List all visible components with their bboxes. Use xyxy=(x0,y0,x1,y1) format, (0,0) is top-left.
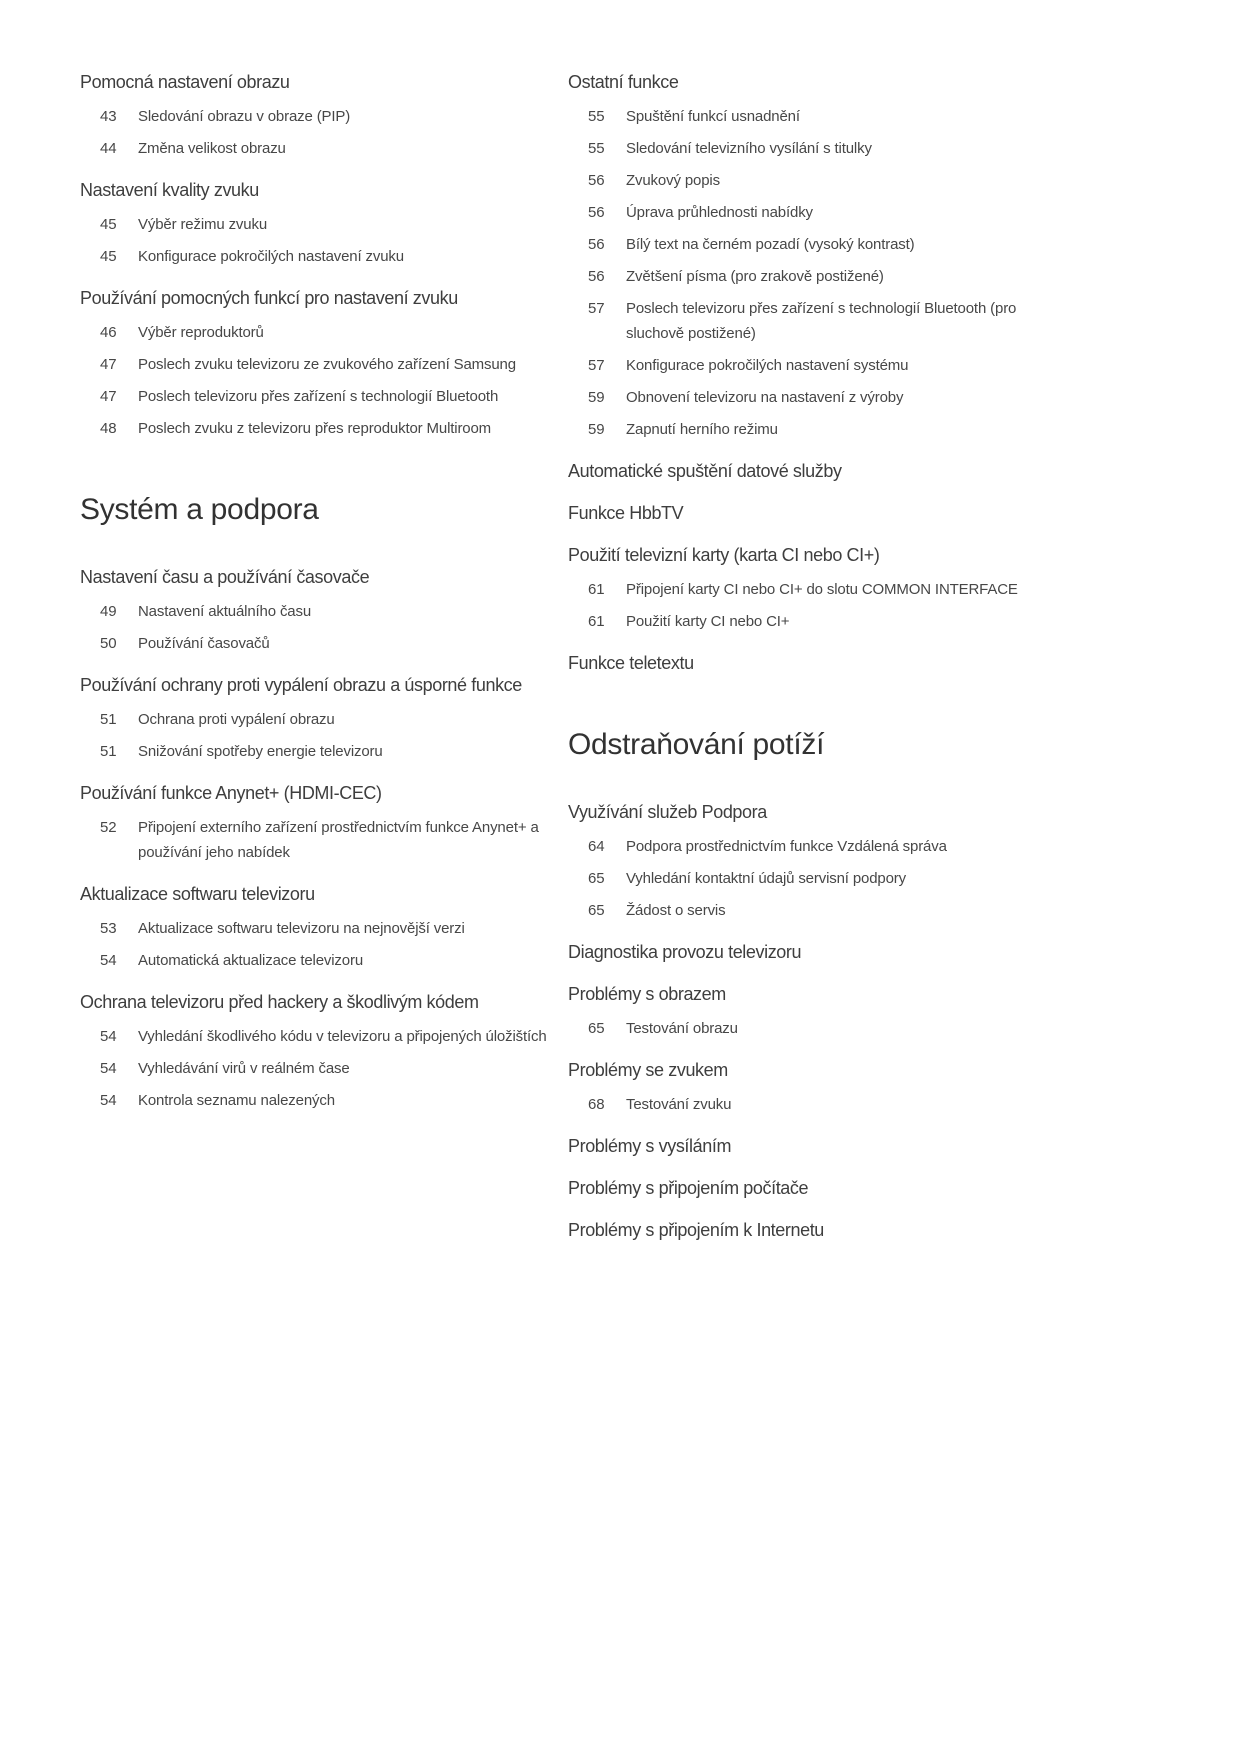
toc-section-title[interactable]: Používání ochrany proti vypálení obrazu a úsporné funkce xyxy=(80,675,522,695)
toc-chapter xyxy=(80,490,560,530)
toc-entry-page: 57 xyxy=(588,357,605,374)
toc-entry-label: Poslech zvuku televizoru ze zvukového zařízení Samsung xyxy=(138,356,516,373)
toc-entry-label: Poslech zvuku z televizoru přes reproduktor Multiroom xyxy=(138,420,492,437)
toc-entry-label: Používání časovačů xyxy=(138,635,270,652)
toc-entry[interactable] xyxy=(568,168,1040,193)
toc-entry-label: Ochrana proti vypálení obrazu xyxy=(138,711,335,728)
toc-column-right xyxy=(568,69,1040,1243)
toc-entry-page: 54 xyxy=(100,1028,117,1045)
toc-entry-page: 65 xyxy=(588,1020,605,1037)
toc-section xyxy=(568,1175,1040,1201)
toc-entry-page: 56 xyxy=(588,236,605,253)
toc-entry-label: Testování obrazu xyxy=(626,1020,738,1037)
toc-entry[interactable] xyxy=(568,385,1040,410)
toc-section xyxy=(80,285,560,441)
toc-entry-page: 50 xyxy=(100,635,117,652)
toc-entry-page: 52 xyxy=(100,819,117,836)
toc-entry-label: Podpora prostřednictvím funkce Vzdálená správa xyxy=(626,838,947,855)
toc-entry-page: 56 xyxy=(588,268,605,285)
toc-entry[interactable] xyxy=(80,212,560,237)
toc-entry-label: Sledování obrazu v obraze (PIP) xyxy=(138,108,351,125)
toc-entry-page: 59 xyxy=(588,421,605,438)
toc-entry-page: 51 xyxy=(100,743,117,760)
toc-entry[interactable] xyxy=(568,200,1040,225)
toc-section xyxy=(568,542,1040,634)
toc-entry[interactable] xyxy=(80,739,560,764)
toc-entry[interactable] xyxy=(568,577,1040,602)
toc-entry[interactable] xyxy=(568,1092,1040,1117)
toc-section-title[interactable]: Nastavení kvality zvuku xyxy=(80,180,259,200)
toc-entry-label: Vyhledávání virů v reálném čase xyxy=(138,1060,350,1077)
toc-section xyxy=(568,650,1040,676)
toc-entry-label: Konfigurace pokročilých nastavení systému xyxy=(626,357,909,374)
toc-section-title[interactable]: Pomocná nastavení obrazu xyxy=(80,72,290,92)
toc-section-title[interactable]: Diagnostika provozu televizoru xyxy=(568,942,802,962)
toc-entry-page: 65 xyxy=(588,870,605,887)
toc-entry-label: Poslech televizoru přes zařízení s technologií Bluetooth (pro sluchově postižené) xyxy=(626,300,1017,342)
toc-section xyxy=(80,881,560,973)
toc-entry-page: 48 xyxy=(100,420,117,437)
toc-entry[interactable] xyxy=(80,1056,560,1081)
toc-entry[interactable] xyxy=(568,264,1040,289)
toc-entry[interactable] xyxy=(80,104,560,129)
toc-section xyxy=(80,989,560,1113)
toc-section xyxy=(80,780,560,865)
toc-section xyxy=(80,69,560,161)
toc-section-title[interactable]: Problémy s vysíláním xyxy=(568,1136,732,1156)
toc-section-title[interactable]: Používání funkce Anynet+ (HDMI-CEC) xyxy=(80,783,382,803)
toc-entry-label: Poslech televizoru přes zařízení s technologií Bluetooth xyxy=(138,388,499,405)
toc-entry-page: 57 xyxy=(588,300,605,317)
toc-section xyxy=(568,1217,1040,1243)
toc-entry[interactable] xyxy=(568,609,1040,634)
toc-entry-label: Použití karty CI nebo CI+ xyxy=(626,613,790,630)
toc-entry-page: 54 xyxy=(100,952,117,969)
toc-entry-label: Vyhledání škodlivého kódu v televizoru a připojených úložištích xyxy=(138,1028,547,1045)
toc-section-title[interactable]: Problémy s obrazem xyxy=(568,984,726,1004)
toc-entry-label: Zvukový popis xyxy=(626,172,720,189)
toc-section xyxy=(568,799,1040,923)
toc-entry[interactable] xyxy=(568,898,1040,923)
toc-entry-label: Testování zvuku xyxy=(626,1096,732,1113)
toc-entry-page: 54 xyxy=(100,1092,117,1109)
toc-entry-page: 44 xyxy=(100,140,117,157)
toc-entry-page: 54 xyxy=(100,1060,117,1077)
toc-entry-page: 45 xyxy=(100,216,117,233)
toc-section-title[interactable]: Problémy se zvukem xyxy=(568,1060,728,1080)
toc-section xyxy=(568,1057,1040,1117)
toc-entry[interactable] xyxy=(568,296,1040,346)
toc-entry-page: 59 xyxy=(588,389,605,406)
toc-entry-page: 47 xyxy=(100,356,117,373)
toc-entry-page: 61 xyxy=(588,613,605,630)
toc-entry-label: Zapnutí herního režimu xyxy=(626,421,778,438)
toc-entry-label: Kontrola seznamu nalezených xyxy=(138,1092,335,1109)
toc-entry-label: Nastavení aktuálního času xyxy=(138,603,312,620)
toc-entry-label: Obnovení televizoru na nastavení z výroby xyxy=(626,389,904,406)
toc-entry-page: 46 xyxy=(100,324,117,341)
toc-entry-label: Výběr reproduktorů xyxy=(138,324,264,341)
toc-entry[interactable] xyxy=(568,834,1040,859)
toc-entry-label: Úprava průhlednosti nabídky xyxy=(626,204,813,221)
toc-chapter-title[interactable]: Odstraňování potíží xyxy=(568,728,825,761)
toc-entry-page: 47 xyxy=(100,388,117,405)
toc-entry[interactable] xyxy=(80,948,560,973)
toc-entry[interactable] xyxy=(568,866,1040,891)
toc-section-title[interactable]: Problémy s připojením k Internetu xyxy=(568,1220,824,1240)
toc-entry-label: Konfigurace pokročilých nastavení zvuku xyxy=(138,248,404,265)
toc-entry-page: 49 xyxy=(100,603,117,620)
toc-entry-label: Bílý text na černém pozadí (vysoký kontrast) xyxy=(626,236,915,253)
toc-entry-label: Žádost o servis xyxy=(626,902,726,919)
toc-section-title[interactable]: Funkce HbbTV xyxy=(568,503,684,523)
toc-entry-label: Snižování spotřeby energie televizoru xyxy=(138,743,383,760)
toc-entry[interactable] xyxy=(568,136,1040,161)
toc-section-title[interactable]: Ochrana televizoru před hackery a škodlivým kódem xyxy=(80,992,479,1012)
toc-entry-label: Aktualizace softwaru televizoru na nejnovější verzi xyxy=(138,920,465,937)
toc-section xyxy=(568,1133,1040,1159)
toc-section-title[interactable]: Aktualizace softwaru televizoru xyxy=(80,884,315,904)
toc-entry[interactable] xyxy=(80,416,560,441)
toc-entry[interactable] xyxy=(80,1088,560,1113)
toc-entry[interactable] xyxy=(80,599,560,624)
toc-entry-label: Připojení karty CI nebo CI+ do slotu COMMON INTERFACE xyxy=(626,581,1018,598)
toc-section-title[interactable]: Automatické spuštění datové služby xyxy=(568,461,842,481)
toc-entry[interactable] xyxy=(80,815,560,865)
toc-entry-page: 53 xyxy=(100,920,117,937)
toc-entry[interactable] xyxy=(80,320,560,345)
toc-entry[interactable] xyxy=(568,417,1040,442)
toc-entry-page: 56 xyxy=(588,172,605,189)
toc-section-title[interactable]: Použití televizní karty (karta CI nebo CI+) xyxy=(568,545,880,565)
toc-section xyxy=(80,564,560,656)
toc-entry-page: 68 xyxy=(588,1096,605,1113)
toc-entry-page: 55 xyxy=(588,108,605,125)
toc-entry[interactable] xyxy=(80,136,560,161)
toc-section xyxy=(80,672,560,764)
toc-entry[interactable] xyxy=(568,1016,1040,1041)
toc-chapter-title[interactable]: Systém a podpora xyxy=(80,493,319,526)
toc-column-left xyxy=(80,69,560,1113)
toc-entry-label: Spuštění funkcí usnadnění xyxy=(626,108,800,125)
toc-entry-page: 56 xyxy=(588,204,605,221)
toc-entry[interactable] xyxy=(568,353,1040,378)
toc-section-title[interactable]: Problémy s připojením počítače xyxy=(568,1178,809,1198)
toc-section xyxy=(568,69,1040,442)
toc-entry-label: Vyhledání kontaktní údajů servisní podpory xyxy=(626,870,906,887)
toc-section-title[interactable]: Využívání služeb Podpora xyxy=(568,802,767,822)
toc-entry-page: 61 xyxy=(588,581,605,598)
toc-entry-page: 51 xyxy=(100,711,117,728)
toc-entry-page: 45 xyxy=(100,248,117,265)
toc-section xyxy=(568,981,1040,1041)
toc-entry[interactable] xyxy=(80,244,560,269)
toc-entry[interactable] xyxy=(568,104,1040,129)
toc-section-title[interactable]: Funkce teletextu xyxy=(568,653,694,673)
toc-section xyxy=(80,177,560,269)
toc-entry-page: 65 xyxy=(588,902,605,919)
toc-entry-page: 43 xyxy=(100,108,117,125)
toc-entry-label: Automatická aktualizace televizoru xyxy=(138,952,364,969)
toc-entry[interactable] xyxy=(80,352,560,377)
toc-entry-label: Změna velikost obrazu xyxy=(138,140,286,157)
toc-entry[interactable] xyxy=(80,1024,560,1049)
toc-entry-page: 64 xyxy=(588,838,605,855)
toc-entry[interactable] xyxy=(568,232,1040,257)
toc-section-title[interactable]: Používání pomocných funkcí pro nastavení zvuku xyxy=(80,288,458,308)
toc-chapter xyxy=(568,725,1040,765)
toc-entry-label: Zvětšení písma (pro zrakově postižené) xyxy=(626,268,884,285)
toc-entry-label: Výběr režimu zvuku xyxy=(138,216,268,233)
toc-entry[interactable] xyxy=(80,707,560,732)
toc-entry[interactable] xyxy=(80,384,560,409)
toc-section xyxy=(568,500,1040,526)
toc-entry[interactable] xyxy=(80,916,560,941)
toc-entry-label: Sledování televizního vysílání s titulky xyxy=(626,140,872,157)
toc-entry-page: 55 xyxy=(588,140,605,157)
toc-entry[interactable] xyxy=(80,631,560,656)
toc-section xyxy=(568,458,1040,484)
toc-entry-label: Připojení externího zařízení prostřednictvím funkce Anynet+ a používání jeho nabídek xyxy=(138,819,539,861)
toc-section-title[interactable]: Ostatní funkce xyxy=(568,72,679,92)
toc-section xyxy=(568,939,1040,965)
toc-section-title[interactable]: Nastavení času a používání časovače xyxy=(80,567,370,587)
